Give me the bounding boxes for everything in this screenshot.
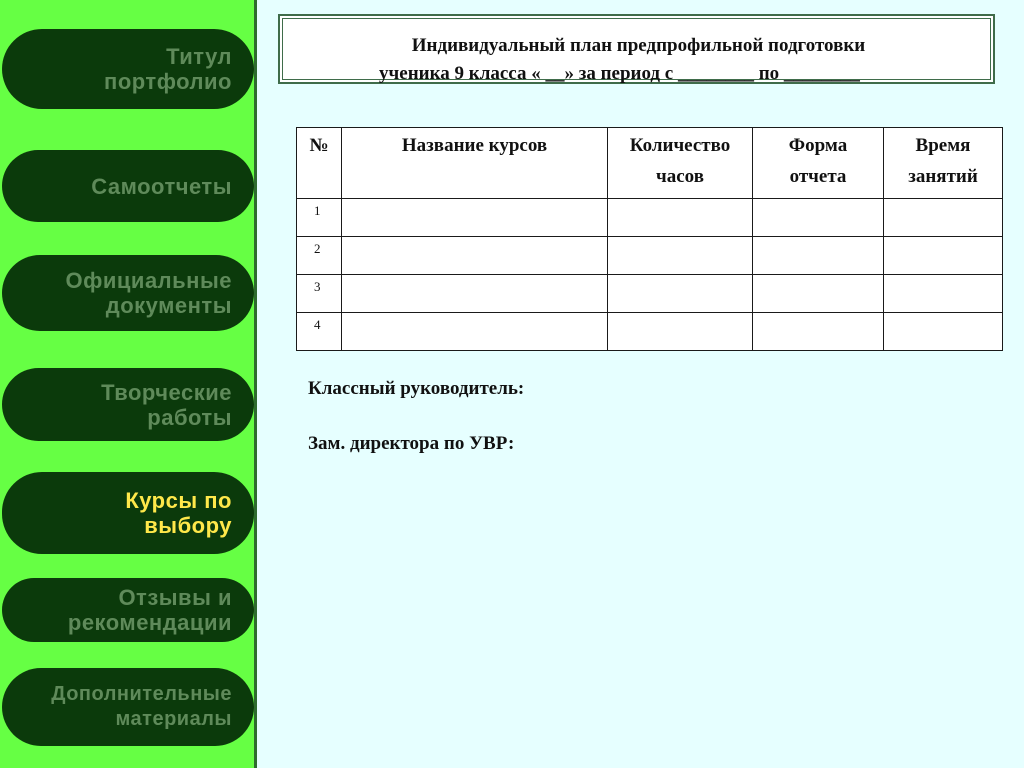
row-number: 2 (297, 237, 342, 275)
sidebar-item-label: Дополнительные материалы (51, 683, 232, 730)
sidebar-item-self-reports[interactable] (2, 150, 254, 222)
sidebar-item-label: Титул портфолио (104, 44, 232, 94)
table-header-row (297, 128, 1003, 199)
header-class-time: Время занятий (884, 128, 1003, 199)
sidebar-item-label: Курсы по выбору (125, 488, 232, 538)
header-hours: Количество часов (608, 128, 753, 199)
report-form-cell[interactable] (753, 199, 884, 237)
page-title-line-2: ученика 9 класса « __» за период с ________ по ________ (379, 63, 860, 84)
sidebar-item-label: Официальные документы (65, 268, 232, 318)
sidebar-item-reviews[interactable] (2, 578, 254, 642)
row-number: 3 (297, 275, 342, 313)
hours-cell[interactable] (608, 199, 753, 237)
sidebar-item-elective-courses[interactable] (2, 472, 254, 554)
class-time-cell[interactable] (884, 237, 1003, 275)
sidebar-item-additional-materials[interactable] (2, 668, 254, 746)
class-time-cell[interactable] (884, 275, 1003, 313)
main-content (257, 0, 1024, 768)
header-report-form: Форма отчета (753, 128, 884, 199)
report-form-cell[interactable] (753, 275, 884, 313)
page-title-line-1: Индивидуальный план предпрофильной подготовки (411, 35, 866, 56)
sidebar-item-creative-works[interactable] (2, 368, 254, 441)
header-course-name: Название курсов (342, 128, 608, 199)
row-number: 1 (297, 199, 342, 237)
sidebar-item-title-portfolio[interactable] (2, 29, 254, 109)
hours-cell[interactable] (608, 313, 753, 351)
sidebar (0, 0, 254, 768)
row-number: 4 (297, 313, 342, 351)
title-frame (282, 18, 991, 84)
course-plan-table (296, 127, 1003, 351)
sidebar-item-label: Отзывы и рекомендации (67, 585, 232, 635)
report-form-cell[interactable] (753, 313, 884, 351)
sidebar-item-official-documents[interactable] (2, 255, 254, 331)
page-title-box (278, 14, 995, 84)
class-time-cell[interactable] (884, 199, 1003, 237)
header-number: № (297, 128, 342, 199)
class-time-cell[interactable] (884, 313, 1003, 351)
course-name-cell[interactable] (342, 313, 608, 351)
hours-cell[interactable] (608, 275, 753, 313)
course-name-cell[interactable] (342, 275, 608, 313)
sidebar-item-label: Самоотчеты (91, 173, 232, 199)
course-name-cell[interactable] (342, 237, 608, 275)
table-row (297, 275, 1003, 313)
hours-cell[interactable] (608, 237, 753, 275)
sidebar-item-label: Творческие работы (101, 379, 232, 430)
deputy-director-signature: Зам. директора по УВР: (308, 433, 515, 454)
table-row (297, 237, 1003, 275)
table-row (297, 199, 1003, 237)
table-row (297, 313, 1003, 351)
class-teacher-signature: Классный руководитель: (308, 378, 525, 399)
report-form-cell[interactable] (753, 237, 884, 275)
course-name-cell[interactable] (342, 199, 608, 237)
